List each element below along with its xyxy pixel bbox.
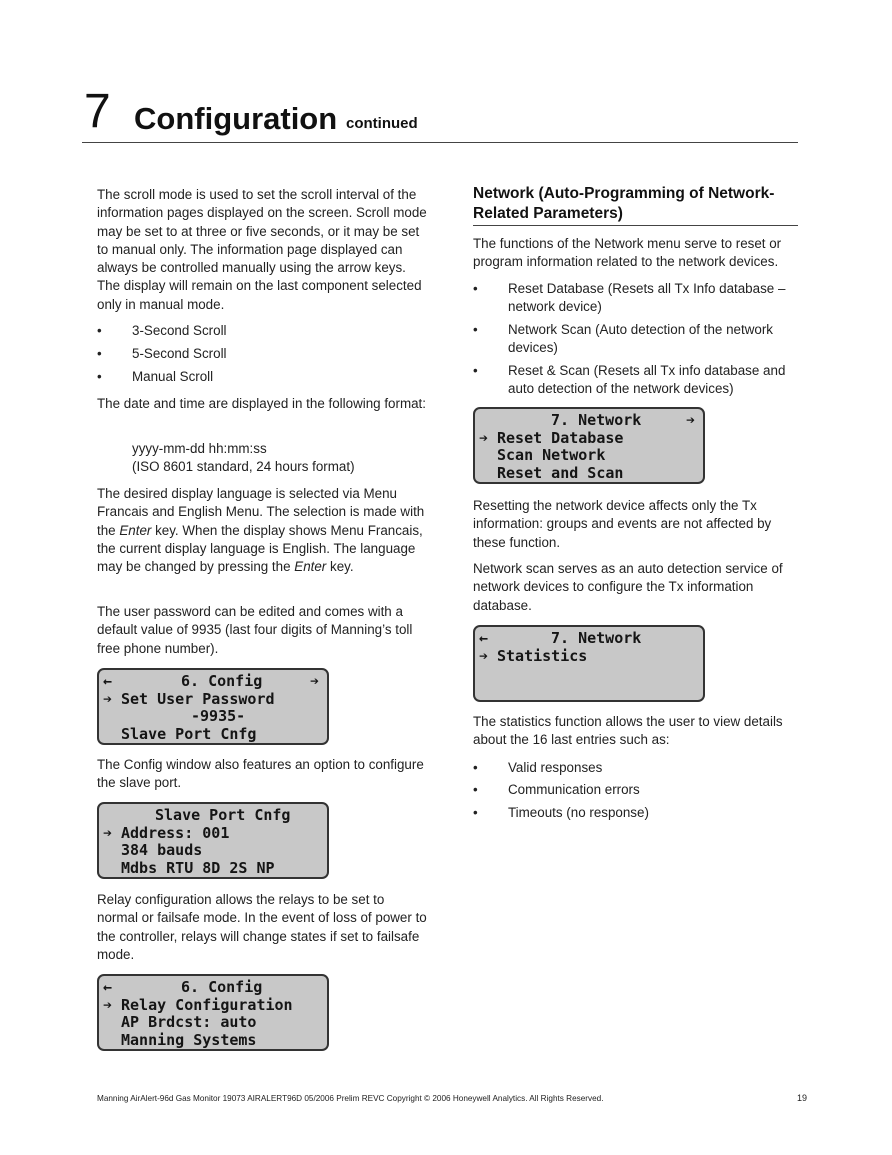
date-format-standard: (ISO 8601 standard, 24 hours format) — [132, 459, 355, 474]
lcd-config-relay — [97, 974, 329, 1051]
lcd-network-statistics — [473, 625, 705, 702]
lcd-line: Manning Systems — [121, 1030, 257, 1049]
footer-text: Manning AirAlert-96d Gas Monitor 19073 AIRALERT96D 05/2006 Prelim REVC Copyright © 2006 Honeywell Analytics. All Rights Reserved. — [97, 1094, 604, 1103]
chapter-title: Configuration — [134, 101, 338, 136]
slave-port-paragraph: The Config window also features an option to configure the slave port. — [97, 757, 424, 791]
lcd-title: Slave Port Cnfg — [155, 806, 291, 824]
arrow-right-icon: ➔ — [685, 411, 695, 429]
lcd-line: -9935- — [191, 707, 246, 726]
date-format-paragraph: The date and time are displayed in the following format: — [97, 396, 426, 411]
bullet-icon: • — [473, 782, 478, 797]
list-item: • 5-Second Scroll — [97, 345, 427, 364]
lcd-title: 7. Network — [551, 411, 642, 429]
chapter-subtitle: continued — [346, 115, 418, 132]
list-item: • 3-Second Scroll — [97, 322, 427, 341]
lcd-slave-port — [97, 802, 329, 879]
arrow-right-icon: ➔ — [309, 672, 319, 690]
list-item: • Reset & Scan (Resets all Tx info database and auto detection of the network devices) — [473, 363, 786, 397]
bullet-icon: • — [473, 281, 478, 296]
list-item: • Communication errors — [473, 781, 798, 800]
lcd-line: Mdbs RTU 8D 2S NP — [121, 858, 275, 877]
arrow-left-icon: ← — [103, 672, 113, 690]
page-footer — [97, 1093, 807, 1104]
arrow-left-icon: ← — [479, 629, 489, 647]
reset-info-paragraph: Resetting the network device affects only the Tx information: groups and events are not affected by these function. — [473, 498, 772, 550]
cursor-arrow-icon: ➔ — [103, 823, 113, 842]
list-item: • Reset Database (Resets all Tx Info database – network device) — [473, 281, 786, 315]
cursor-arrow-icon: ➔ — [103, 995, 113, 1014]
page-number: 19 — [796, 1093, 807, 1103]
lcd-line: Reset Database — [497, 428, 624, 447]
list-item: • Manual Scroll — [97, 368, 427, 387]
enter-key-term: Enter — [294, 559, 327, 575]
lcd-network-reset — [473, 407, 705, 484]
bullet-icon: • — [97, 369, 102, 384]
scan-info-paragraph: Network scan serves as an auto detection service of network devices to configure the Tx information database. — [473, 561, 783, 613]
date-format-line: yyyy-mm-dd hh:mm:ss — [132, 441, 267, 456]
bullet-icon: • — [473, 805, 478, 820]
lcd-line: 384 bauds — [121, 841, 203, 860]
enter-key-term: Enter — [119, 522, 152, 538]
list-item: • Valid responses — [473, 759, 798, 778]
lcd-title: 6. Config — [181, 978, 263, 996]
bullet-icon: • — [97, 323, 102, 338]
lcd-line: Set User Password — [121, 689, 275, 708]
language-paragraph: The desired display language is selected via Menu Francais and English Menu. The selection is made with the Enter key. When the display shows Menu Francais, the current display language is English. The language may be changed by pressing the Enter key. — [97, 486, 425, 575]
statistics-paragraph: The statistics function allows the user to view details about the 16 last entries such as: — [473, 714, 783, 748]
arrow-left-icon: ← — [103, 978, 113, 996]
lcd-line: Slave Port Cnfg — [121, 724, 257, 743]
lcd-line: Statistics — [497, 646, 588, 665]
lcd-line: AP Brdcst: auto — [121, 1013, 257, 1032]
lcd-line: Reset and Scan — [497, 463, 624, 482]
lcd-line: Relay Configuration — [121, 995, 293, 1014]
scroll-mode-paragraph: The scroll mode is used to set the scroll interval of the information pages displayed on the screen. Scroll mode may be set to at three or five seconds, or it may be set to manual only. The information page displayed can always be controlled manually using the arrow keys. The display will remain on the last component selected only in manual mode. — [97, 187, 427, 312]
lcd-line: Scan Network — [497, 446, 606, 465]
bullet-icon: • — [473, 363, 478, 378]
cursor-arrow-icon: ➔ — [103, 689, 113, 708]
lcd-line: Address: 001 — [121, 823, 230, 842]
bullet-icon: • — [473, 322, 478, 337]
lcd-title: 7. Network — [551, 629, 642, 647]
lcd-title: 6. Config — [181, 672, 263, 690]
list-item: • Timeouts (no response) — [473, 804, 798, 823]
bullet-icon: • — [473, 760, 478, 775]
network-section-title: Network (Auto-Programming of Network-Related Parameters) — [473, 184, 798, 226]
bullet-icon: • — [97, 346, 102, 361]
list-item: • Network Scan (Auto detection of the network devices) — [473, 322, 773, 356]
lcd-config-password — [97, 668, 329, 745]
chapter-number: 7 — [84, 85, 111, 138]
relay-paragraph: Relay configuration allows the relays to be set to normal or failsafe mode. In the event of loss of power to the controller, relays will change states if set to failsafe mode. — [97, 892, 427, 962]
chapter-header — [82, 86, 798, 143]
cursor-arrow-icon: ➔ — [479, 428, 489, 447]
network-intro-paragraph: The functions of the Network menu serve to reset or program information related to the network devices. — [473, 236, 782, 270]
cursor-arrow-icon: ➔ — [479, 646, 489, 665]
password-paragraph: The user password can be edited and comes with a default value of 9935 (last four digits of Manning’s toll free phone number). — [97, 604, 413, 656]
